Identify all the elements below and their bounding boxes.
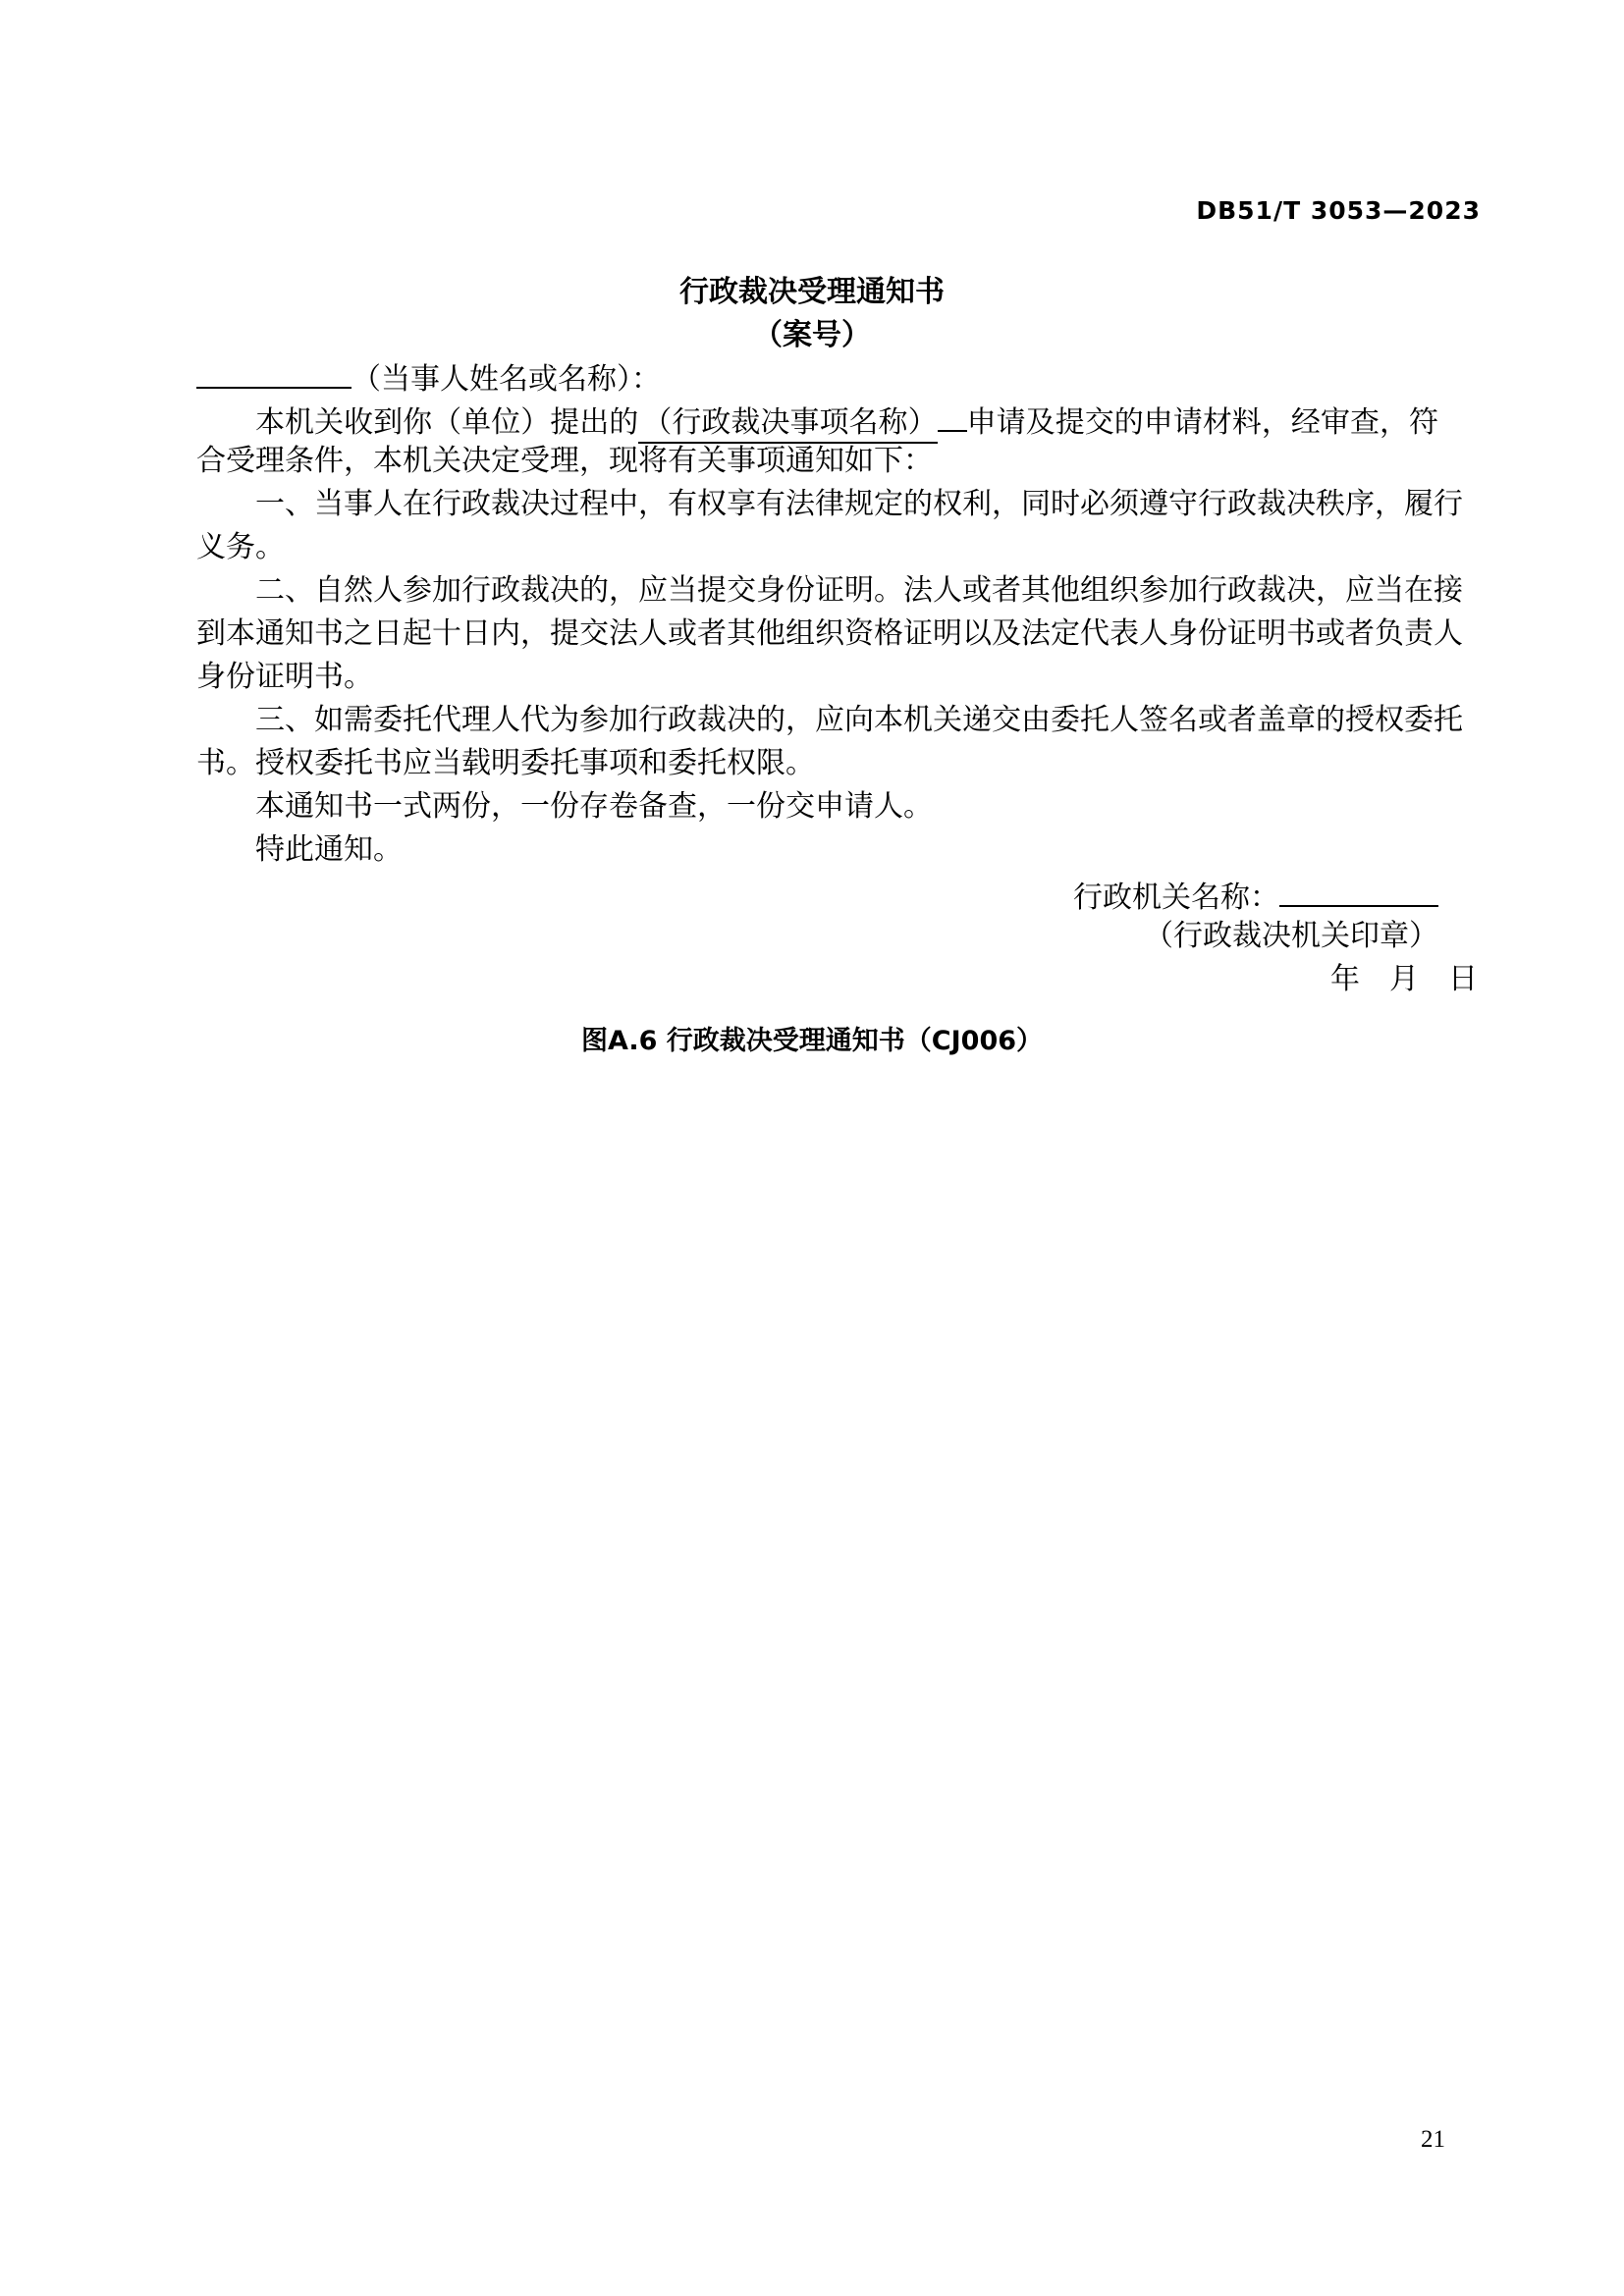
item-1-line-2: 义务。 bbox=[196, 530, 285, 564]
form-title: 行政裁决受理通知书 bbox=[679, 275, 945, 309]
item-2-line-3: 身份证明书。 bbox=[196, 660, 373, 694]
paragraph-1-line-1: 本机关收到你（单位）提出的 （行政裁决事项名称） 申请及提交的申请材料，经审查，符 bbox=[196, 397, 1438, 440]
addressee-line bbox=[196, 353, 1438, 397]
paragraph-1-line-2: 合受理条件，本机关决定受理，现将有关事项通知如下： bbox=[196, 444, 933, 478]
item-3-line-2: 书。授权委托书应当载明委托事项和委托权限。 bbox=[196, 746, 815, 780]
closing-text: 特此通知。 bbox=[255, 832, 403, 867]
agency-blank bbox=[1279, 872, 1438, 907]
date-label: 年 月 日 bbox=[1330, 962, 1478, 996]
item-1-line-1: 一、当事人在行政裁决过程中，有权享有法律规定的权利，同时必须遵守行政裁决秩序，履行 bbox=[255, 487, 1463, 521]
case-number-label: （案号） bbox=[753, 318, 871, 352]
copies-note: 本通知书一式两份，一份存卷备查，一份交申请人。 bbox=[255, 789, 933, 824]
figure-caption: 图A.6 行政裁决受理通知书（CJ006） bbox=[580, 1026, 1044, 1056]
agency-line bbox=[196, 872, 1438, 915]
seal-label: （行政裁决机关印章） bbox=[1144, 919, 1438, 953]
item-name-underlined: （行政裁决事项名称） bbox=[638, 405, 937, 444]
item-3-line-1: 三、如需委托代理人代为参加行政裁决的，应向本机关递交由委托人签名或者盖章的授权委托 bbox=[255, 703, 1463, 737]
agency-label: 行政机关名称： bbox=[1073, 881, 1279, 915]
standard-code: DB51/T 3053—2023 bbox=[1196, 196, 1481, 225]
form-body bbox=[196, 353, 1478, 1001]
addressee-blank bbox=[196, 353, 352, 389]
page-number: 21 bbox=[1421, 2126, 1445, 2153]
item-2-line-1: 二、自然人参加行政裁决的，应当提交身份证明。法人或者其他组织参加行政裁决，应当在接 bbox=[255, 573, 1463, 608]
item-name-blank-tail bbox=[938, 397, 967, 432]
item-2-line-2: 到本通知书之日起十日内，提交法人或者其他组织资格证明以及法定代表人身份证明书或者负责人 bbox=[196, 616, 1463, 651]
addressee-label: （当事人姓名或名称）： bbox=[352, 362, 661, 397]
